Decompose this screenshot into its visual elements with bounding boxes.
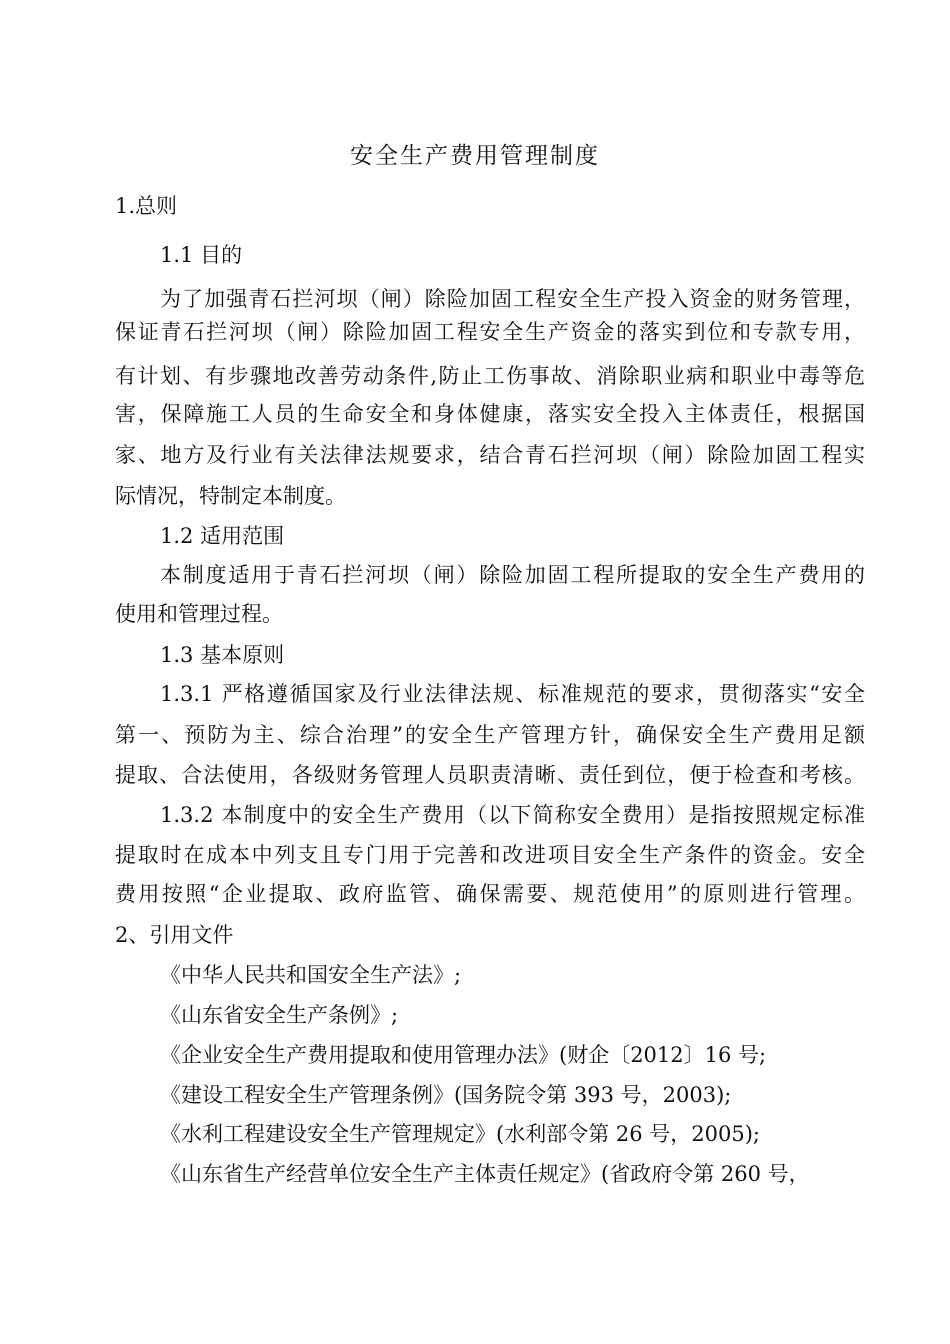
document-title: 安全生产费用管理制度 (350, 143, 600, 169)
section-heading-references: 2、引用文件 (115, 923, 234, 947)
paragraph-line: 提取时在成本中列支且专门用于完善和改进项目安全生产条件的资金。安全 (115, 843, 865, 867)
paragraph-line: 际情况，特制定本制度。 (115, 484, 346, 508)
paragraph-line: 提取、合法使用，各级财务管理人员职责清晰、责任到位，便于检查和考核。 (115, 763, 865, 787)
paragraph-line: 有计划、有步骤地改善劳动条件,防止工伤事故、消除职业病和职业中毒等危 (115, 364, 865, 388)
reference-item: 《水利工程建设安全生产管理规定》(水利部令第 26 号，2005); (160, 1122, 760, 1146)
reference-item: 《山东省安全生产条例》; (160, 1003, 399, 1027)
reference-item: 《山东省生产经营单位安全生产主体责任规定》(省政府令第 260 号， (160, 1162, 810, 1186)
paragraph-line: 费用按照“企业提取、政府监管、确保需要、规范使用”的原则进行管理。 (115, 882, 865, 906)
reference-item: 《建设工程安全生产管理条例》(国务院令第 393 号，2003); (160, 1083, 732, 1107)
paragraph-line: 1.3.2 本制度中的安全生产费用（以下简称安全费用）是指按照规定标准 (160, 803, 865, 827)
subsection-heading-principles: 1.3 基本原则 (160, 643, 285, 667)
paragraph-line: 为了加强青石拦河坝（闸）除险加固工程安全生产投入资金的财务管理， (160, 287, 865, 311)
reference-item: 《企业安全生产费用提取和使用管理办法》(财企〔2012〕16 号; (160, 1043, 767, 1067)
section-heading-general: 1.总则 (115, 194, 178, 218)
subsection-heading-purpose: 1.1 目的 (160, 243, 243, 267)
paragraph-line: 第一、预防为主、综合治理”的安全生产管理方针，确保安全生产费用足额 (115, 723, 865, 747)
paragraph-line: 1.3.1 严格遵循国家及行业法律法规、标准规范的要求，贯彻落实“安全 (160, 682, 865, 706)
paragraph-line: 害，保障施工人员的生命安全和身体健康，落实安全投入主体责任，根据国 (115, 402, 865, 426)
paragraph-line: 家、地方及行业有关法律法规要求，结合青石拦河坝（闸）除险加固工程实 (115, 443, 865, 467)
paragraph-line: 保证青石拦河坝（闸）除险加固工程安全生产资金的落实到位和专款专用， (115, 320, 865, 344)
paragraph-line: 本制度适用于青石拦河坝（闸）除险加固工程所提取的安全生产费用的 (160, 563, 865, 587)
subsection-heading-scope: 1.2 适用范围 (160, 524, 285, 548)
paragraph-line: 使用和管理过程。 (115, 602, 283, 626)
reference-item: 《中华人民共和国安全生产法》; (160, 963, 462, 987)
